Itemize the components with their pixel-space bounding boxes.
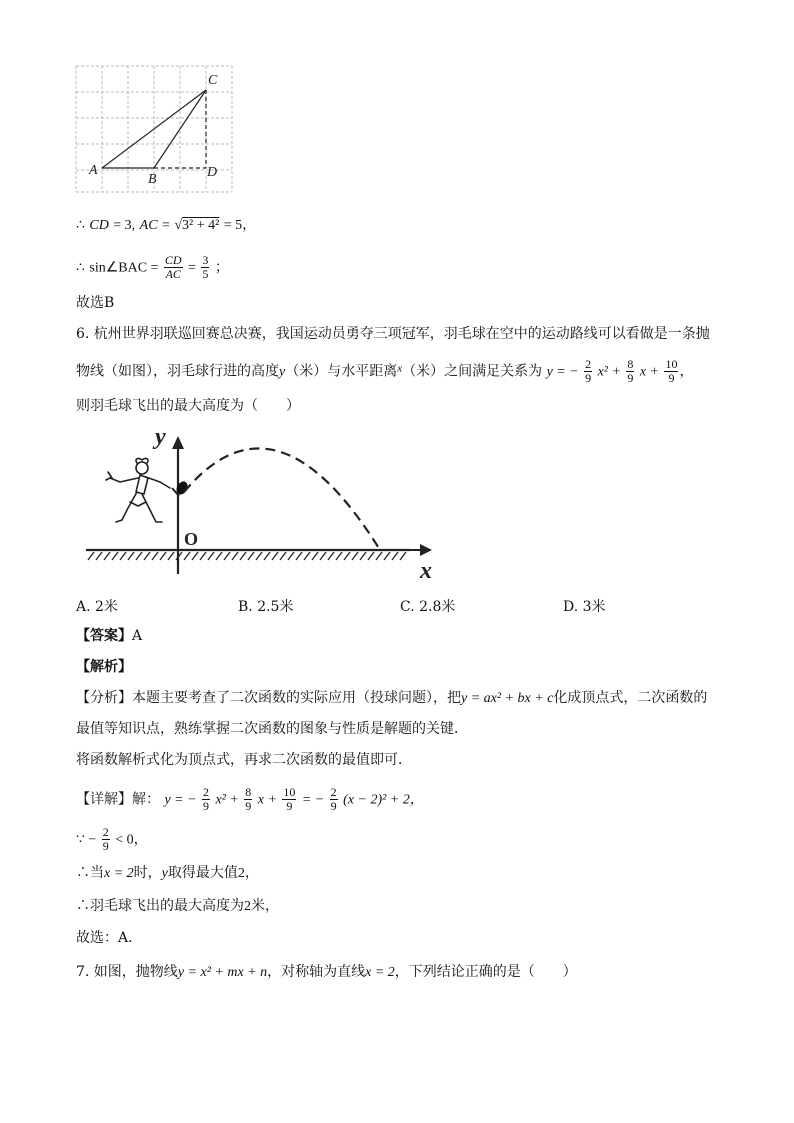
prev-line-1: ∴ CD = 3, AC = √3² + 4² = 5， [76,217,257,233]
origin-label: O [184,529,199,549]
label-d: D [207,165,218,180]
analysis-tag: 【解析】 [76,659,132,675]
label-b: B [148,172,157,187]
ground-hatching [88,552,406,560]
y-axis-arrow-icon [172,436,184,449]
label-a: A [89,163,98,178]
label-c: C [208,73,218,88]
analysis-line-2: 最值等知识点，熟练掌握二次函数的图象与性质是解题的关键． [76,721,468,737]
q6-choice: 故选：A． [76,930,143,946]
option-d: D. 3米 [563,599,606,615]
player-figure [106,459,170,522]
triangle-grid-figure [74,64,234,194]
prev-choice: 故选B [76,295,115,311]
shuttlecock-trajectory [184,448,380,550]
q6-stem-line-1: 6. 杭州世界羽联巡回赛总决赛，我国运动员勇夺三项冠军，羽毛球在空中的运动路线可以看做是一条抛 [76,326,710,342]
option-a: A. 2米 [76,599,118,615]
q6-stem-line-2: 物线（如图），羽毛球行进的高度y（米）与水平距离$^x$（米）之间满足关系为 y = − $\frac{2}{9}$ x² + $\frac{8}{9}$ x + $\frac{10}{9}$ ， [76,357,694,385]
therefore-line-2: ∴羽毛球飞出的最大高度为2米， [76,898,279,914]
q6-stem-line-3: 则羽毛球飞出的最大高度为（ ） [76,398,300,414]
q7-stem: 7. 如图，抛物线y = x² + mx + n，对称轴为直线x = 2，下列结论正确的是（ ） [76,964,577,980]
x-axis-arrow-icon [420,544,432,556]
detail-line: 【详解】解： y = − $\frac{2}{9}$ x² + $\frac{8}{9}$ x + $\frac{10}{9}$ = − $\frac{2}{9}$ (x − 2)² + 2， [76,785,424,813]
analysis-line-3: 将函数解析式化为顶点式，再求二次函数的最值即可． [76,752,412,768]
axis-x-label: x [420,558,432,584]
therefore-line-1: ∴当x = 2时，y取得最大值2， [76,865,259,881]
because-line: ∵ − $\frac{2}{9}$ < 0， [76,825,148,853]
option-b: B. 2.5米 [238,599,294,615]
answer-line: 【答案】A [76,628,143,644]
axis-y-label: y [155,424,166,450]
prev-line-2: ∴ sin∠BAC = $\frac{CD}{AC}$ = $\frac{3}{5}$ ； [76,253,229,281]
analysis-line-1: 【分析】本题主要考查了二次函数的实际应用（投球问题），把y = ax² + bx + c化成顶点式，二次函数的 [76,690,708,706]
badminton-parabola-figure [80,422,445,584]
option-c: C. 2.8米 [400,599,456,615]
answer-tag: 【答案】 [76,628,132,644]
